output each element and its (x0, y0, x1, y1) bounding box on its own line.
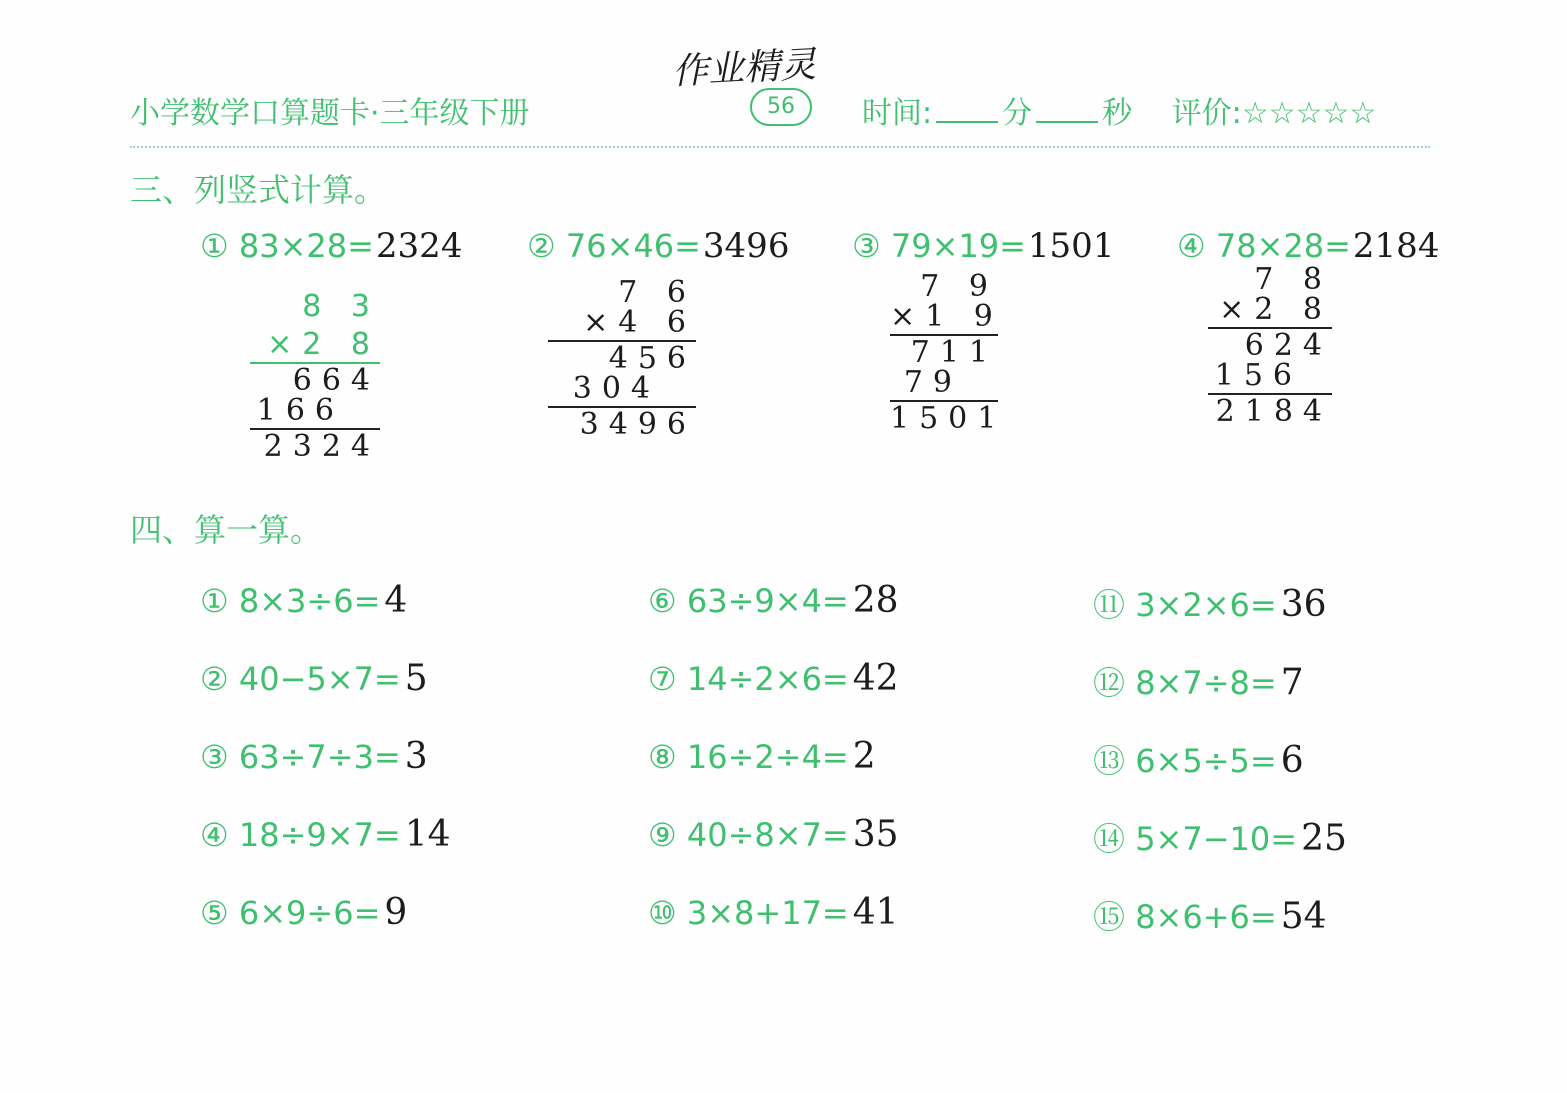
problem-expression: 83×28= (238, 227, 374, 265)
problem-expression: 14÷2×6= (686, 660, 849, 698)
work-multiplier: ×2 8 (267, 327, 380, 362)
problem-expression: 79×19= (890, 227, 1026, 265)
section-3-heading: 三、列竖式计算。 (130, 171, 387, 209)
time-label: 时间: (862, 96, 933, 131)
problem-answer: 25 (1301, 818, 1347, 859)
problem-number: ⑬ (1093, 742, 1126, 780)
mental-problem-11 (1093, 580, 1327, 626)
minute-blank (936, 95, 998, 123)
mental-problem-6 (648, 580, 899, 621)
work-partial-1: 664 (292, 363, 380, 398)
problem-answer: 9 (384, 892, 408, 933)
time-rating-block (862, 88, 1376, 132)
problem-answer: 2184 (1352, 226, 1440, 266)
work-partial-2: 166 (256, 393, 344, 428)
problem-expression: 5×7−10= (1135, 820, 1298, 858)
problem-expression: 40÷8×7= (686, 816, 849, 854)
problem-number: ② (200, 660, 229, 698)
problem-number: ② (527, 227, 556, 265)
vertical-work-4 (1208, 262, 1332, 429)
work-partial-2: 156 (1214, 358, 1302, 393)
work-multiplier: ×1 9 (890, 299, 1003, 334)
vertical-problem-4 (1177, 226, 1439, 266)
problem-answer: 3496 (702, 226, 790, 266)
problem-number: ⑥ (648, 582, 677, 620)
rating-stars: ☆☆☆☆☆ (1241, 96, 1377, 131)
problem-answer: 7 (1280, 662, 1304, 703)
mental-problem-4 (200, 814, 451, 855)
work-product: 2324 (263, 429, 380, 464)
problem-answer: 14 (404, 814, 451, 855)
problem-expression: 40−5×7= (238, 660, 401, 698)
mental-problem-3 (200, 736, 428, 777)
second-label: 秒 (1102, 96, 1133, 131)
problem-number: ⑨ (648, 816, 677, 854)
problem-answer: 42 (852, 658, 899, 699)
problem-answer: 2 (852, 736, 876, 777)
problem-expression: 18÷9×7= (238, 816, 401, 854)
problem-expression: 63÷7÷3= (238, 738, 401, 776)
problem-number: ⑫ (1093, 664, 1126, 702)
problem-number: ③ (200, 738, 229, 776)
work-multiplier: ×2 8 (1219, 292, 1332, 327)
problem-expression: 63÷9×4= (686, 582, 849, 620)
work-multiplicand: 7 8 (1254, 262, 1332, 297)
problem-answer: 3 (404, 736, 428, 777)
work-partial-2: 79 (903, 365, 962, 400)
problem-answer: 41 (852, 892, 899, 933)
problem-answer: 54 (1280, 896, 1327, 937)
mental-problem-7 (648, 658, 899, 699)
problem-answer: 28 (852, 580, 899, 621)
work-multiplier: ×4 6 (583, 305, 696, 340)
work-multiplicand: 7 9 (920, 269, 998, 304)
problem-answer: 1501 (1027, 226, 1115, 266)
problem-answer: 5 (404, 658, 428, 699)
mental-problem-8 (648, 736, 876, 777)
work-multiplicand: 8 3 (302, 289, 380, 324)
work-product: 1501 (890, 401, 1007, 436)
problem-number: ⑮ (1093, 898, 1126, 936)
mental-problem-2 (200, 658, 428, 699)
vertical-work-2 (548, 275, 696, 442)
problem-number: ④ (1177, 227, 1206, 265)
problem-number: ⑧ (648, 738, 677, 776)
problem-expression: 6×5÷5= (1135, 742, 1277, 780)
header-divider (130, 146, 1430, 148)
rating-label: 评价: (1171, 96, 1242, 131)
workbook-title: 小学数学口算题卡·三年级下册 (130, 96, 530, 131)
problem-answer: 4 (384, 580, 408, 621)
mental-problem-13 (1093, 736, 1304, 782)
problem-number: ⑦ (648, 660, 677, 698)
problem-expression: 16÷2÷4= (686, 738, 849, 776)
problem-expression: 8×3÷6= (238, 582, 381, 620)
problem-number: ⑭ (1093, 820, 1126, 858)
problem-number: ⑤ (200, 894, 229, 932)
problem-number: ④ (200, 816, 229, 854)
mental-problem-5 (200, 892, 407, 933)
problem-expression: 8×7÷8= (1135, 664, 1277, 702)
mental-problem-1 (200, 580, 407, 621)
mental-problem-9 (648, 814, 899, 855)
work-partial-1: 711 (910, 335, 998, 370)
problem-answer: 6 (1280, 740, 1304, 781)
problem-answer: 2324 (375, 226, 463, 266)
mental-problem-15 (1093, 892, 1327, 938)
work-partial-1: 624 (1244, 328, 1332, 363)
handwritten-stamp: 作业精灵 (671, 44, 818, 93)
problem-answer: 36 (1280, 584, 1327, 625)
work-partial-1: 456 (608, 341, 696, 376)
minute-label: 分 (1002, 96, 1033, 131)
vertical-work-1 (250, 289, 380, 464)
problem-expression: 6×9÷6= (238, 894, 381, 932)
vertical-work-3 (890, 269, 1007, 436)
work-product: 2184 (1215, 394, 1332, 429)
problem-expression: 3×2×6= (1135, 586, 1277, 624)
section-4-heading: 四、算一算。 (130, 511, 323, 549)
work-multiplicand: 7 6 (618, 275, 696, 310)
work-partial-2: 304 (572, 371, 660, 406)
problem-answer: 35 (852, 814, 899, 855)
problem-number: ① (200, 582, 229, 620)
problem-number: ③ (852, 227, 881, 265)
problem-expression: 76×46= (565, 227, 701, 265)
mental-problem-10 (648, 892, 899, 933)
problem-expression: 8×6+6= (1135, 898, 1277, 936)
problem-expression: 78×28= (1215, 227, 1351, 265)
problem-expression: 3×8+17= (686, 894, 849, 932)
work-product: 3496 (579, 407, 696, 442)
mental-problem-12 (1093, 658, 1304, 704)
vertical-problem-2 (527, 226, 789, 266)
second-blank (1036, 95, 1098, 123)
problem-number: ① (200, 227, 229, 265)
mental-problem-14 (1093, 814, 1347, 860)
vertical-problem-3 (852, 226, 1114, 266)
page-number-badge: 56 (750, 88, 812, 126)
vertical-problem-1 (200, 226, 462, 266)
problem-number: ⑩ (648, 894, 677, 932)
problem-number: ⑪ (1093, 586, 1126, 624)
